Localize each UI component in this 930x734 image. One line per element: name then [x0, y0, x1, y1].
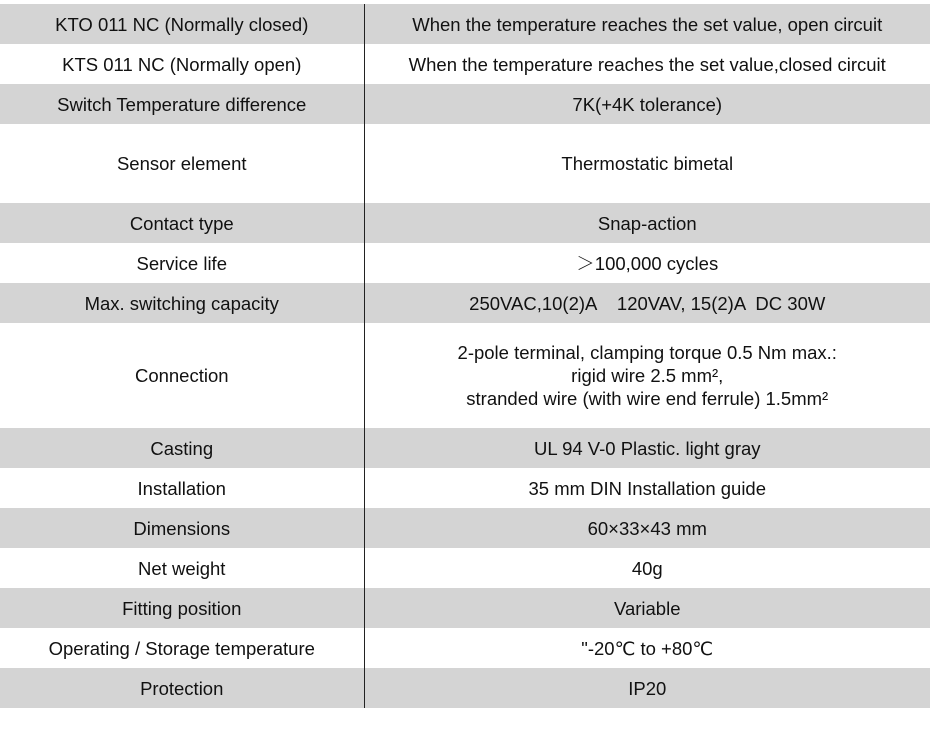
row-label-sensor-element: Sensor element — [0, 124, 364, 203]
row-label-connection: Connection — [0, 323, 364, 428]
row-value-contact-type: Snap-action — [364, 203, 930, 243]
row-label-operating-temperature: Operating / Storage temperature — [0, 628, 364, 668]
row-value-sensor-element: Thermostatic bimetal — [364, 124, 930, 203]
row-label-kts-no: KTS 011 NC (Normally open) — [0, 44, 364, 84]
row-value-installation: 35 mm DIN Installation guide — [364, 468, 930, 508]
row-value-service-life: ＞100,000 cycles — [364, 243, 930, 283]
table-row — [0, 323, 930, 428]
row-value-temp-difference: 7K(+4K tolerance) — [364, 84, 930, 124]
table-row — [0, 548, 930, 588]
row-label-contact-type: Contact type — [0, 203, 364, 243]
row-label-installation: Installation — [0, 468, 364, 508]
row-value-operating-temperature: "-20℃ to +80℃ — [364, 628, 930, 668]
row-value-kto-nc: When the temperature reaches the set value, open circuit — [364, 4, 930, 44]
table-row — [0, 243, 930, 283]
row-value-casting: UL 94 V-0 Plastic. light gray — [364, 428, 930, 468]
table-row — [0, 84, 930, 124]
table-row — [0, 44, 930, 84]
row-value-dimensions: 60×33×43 mm — [364, 508, 930, 548]
table-row — [0, 283, 930, 323]
table-row — [0, 508, 930, 548]
table-row — [0, 668, 930, 708]
table-row — [0, 203, 930, 243]
connection-line-3: stranded wire (with wire end ferrule) 1.5mm² — [466, 388, 829, 409]
table-row — [0, 428, 930, 468]
row-label-dimensions: Dimensions — [0, 508, 364, 548]
row-label-switching-capacity: Max. switching capacity — [0, 283, 364, 323]
row-label-kto-nc: KTO 011 NC (Normally closed) — [0, 4, 364, 44]
row-label-net-weight: Net weight — [0, 548, 364, 588]
row-value-connection — [364, 323, 930, 428]
connection-line-2: rigid wire 2.5 mm², — [571, 365, 724, 386]
row-label-temp-difference: Switch Temperature difference — [0, 84, 364, 124]
table-row — [0, 124, 930, 203]
row-value-protection: IP20 — [364, 668, 930, 708]
row-value-switching-capacity: 250VAC,10(2)A 120VAV, 15(2)A DC 30W — [364, 283, 930, 323]
table-row — [0, 588, 930, 628]
table-row — [0, 628, 930, 668]
spec-table — [0, 4, 930, 708]
row-label-protection: Protection — [0, 668, 364, 708]
row-value-kts-no: When the temperature reaches the set value,closed circuit — [364, 44, 930, 84]
row-label-fitting-position: Fitting position — [0, 588, 364, 628]
row-value-fitting-position: Variable — [364, 588, 930, 628]
row-label-casting: Casting — [0, 428, 364, 468]
connection-line-1: 2-pole terminal, clamping torque 0.5 Nm max.: — [457, 342, 837, 363]
table-row — [0, 4, 930, 44]
row-value-net-weight: 40g — [364, 548, 930, 588]
table-row — [0, 468, 930, 508]
row-label-service-life: Service life — [0, 243, 364, 283]
